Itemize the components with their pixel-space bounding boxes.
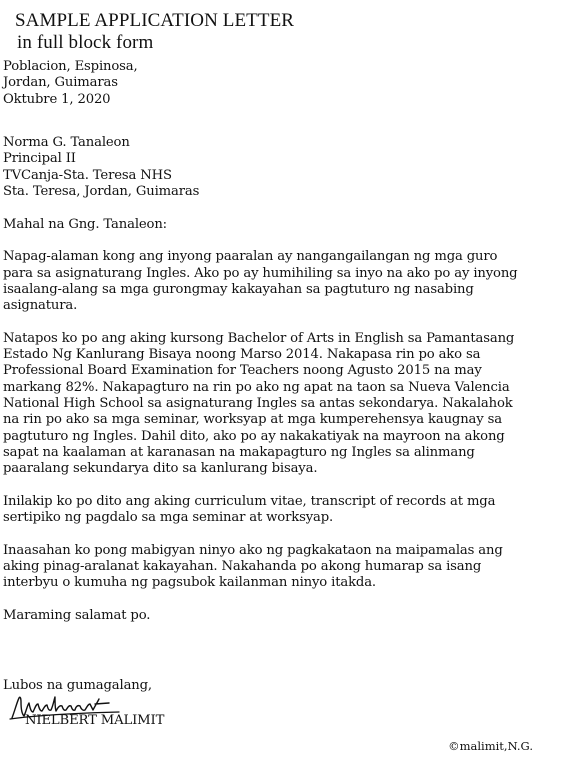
paragraph-line: Napag-alaman kong ang inyong paaralan ay nangangailangan ng mga guro [3, 249, 498, 265]
paragraph-line: Professional Board Examination for Teachers noong Agusto 2015 na may [3, 363, 482, 379]
paragraph-line: markang 82%. Nakapagturo na rin po ako ng apat na taon sa Nueva Valencia [3, 379, 510, 395]
paragraph-line: pagtuturo ng Ingles. Dahil dito, ako po ay nakakatiyak na mayroon na akong [3, 428, 505, 444]
paragraph-line: para sa asignaturang Ingles. Ako po ay humihiling sa inyo na ako po ay inyong [3, 265, 518, 281]
copyright-note: ©malimit,N.G. [448, 739, 533, 753]
recipient-block [3, 135, 569, 200]
recipient-school: TVCanja-Sta. Teresa NHS [3, 167, 172, 183]
recipient-name: Norma G. Tanaleon [3, 135, 130, 151]
recipient-address: Sta. Teresa, Jordan, Guimaras [3, 184, 200, 200]
paragraph-line: sertipiko ng pagdalo sa mga seminar at worksyap. [3, 510, 334, 526]
sender-address [3, 59, 569, 108]
paragraph-line: Inilakip ko po dito ang aking curriculum vitae, transcript of records at mga [3, 493, 496, 509]
paragraph-line: na rin po ako sa mga seminar, worksyap at mga kumperehensya kaugnay sa [3, 412, 502, 428]
salutation: Mahal na Gng. Tanaleon: [3, 216, 167, 232]
recipient-title: Principal II [3, 151, 76, 167]
address-line: Poblacion, Espinosa, [3, 59, 138, 74]
paragraph-line: interbyu o kumuha ng pagsubok kailanman ninyo itakda. [3, 575, 376, 591]
title-line-2: in full block form [17, 32, 154, 53]
document-title [15, 10, 294, 54]
paragraph-line: aking pinag-aralanat kakayahan. Nakahanda po akong humarap sa isang [3, 558, 482, 574]
paragraph-line: National High School sa asignaturang Ingles sa antas sekondarya. Nakalahok [3, 395, 513, 411]
paragraph-line: asignatura. [3, 298, 78, 314]
address-line: Jordan, Guimaras [3, 75, 118, 91]
paragraph-3 [3, 494, 569, 527]
paragraph-line: sapat na kaalaman at karanasan na makapagturo ng Ingles sa alinmang [3, 444, 475, 460]
paragraph-line: Estado Ng Kanlurang Bisaya noong Marso 2014. Nakapasa rin po ako sa [3, 347, 481, 363]
paragraph-1 [3, 249, 569, 314]
thanks-line: Maraming salamat po. [3, 607, 151, 623]
paragraph-line: Natapos ko po ang aking kursong Bachelor of Arts in English sa Pamantasang [3, 330, 515, 346]
paragraph-line: Inaasahan ko pong mabigyan ninyo ako ng pagkakataon na maipamalas ang [3, 542, 503, 558]
paragraph-2 [3, 331, 569, 478]
title-line-1: SAMPLE APPLICATION LETTER [15, 10, 295, 31]
signer-name: NIELBERT MALIMIT [25, 713, 165, 728]
paragraph-4 [3, 543, 569, 592]
closing-line: Lubos na gumagalang, [3, 678, 152, 693]
letter-body [3, 59, 569, 624]
letter-date: Oktubre 1, 2020 [3, 91, 111, 107]
paragraph-line: paaralang sekundarya dito sa kanlurang bisaya. [3, 461, 318, 477]
signature-block [3, 678, 303, 738]
paragraph-line: isaalang-alang sa mga gurongmay kakayahan sa pagtuturo ng nasabing [3, 281, 474, 297]
